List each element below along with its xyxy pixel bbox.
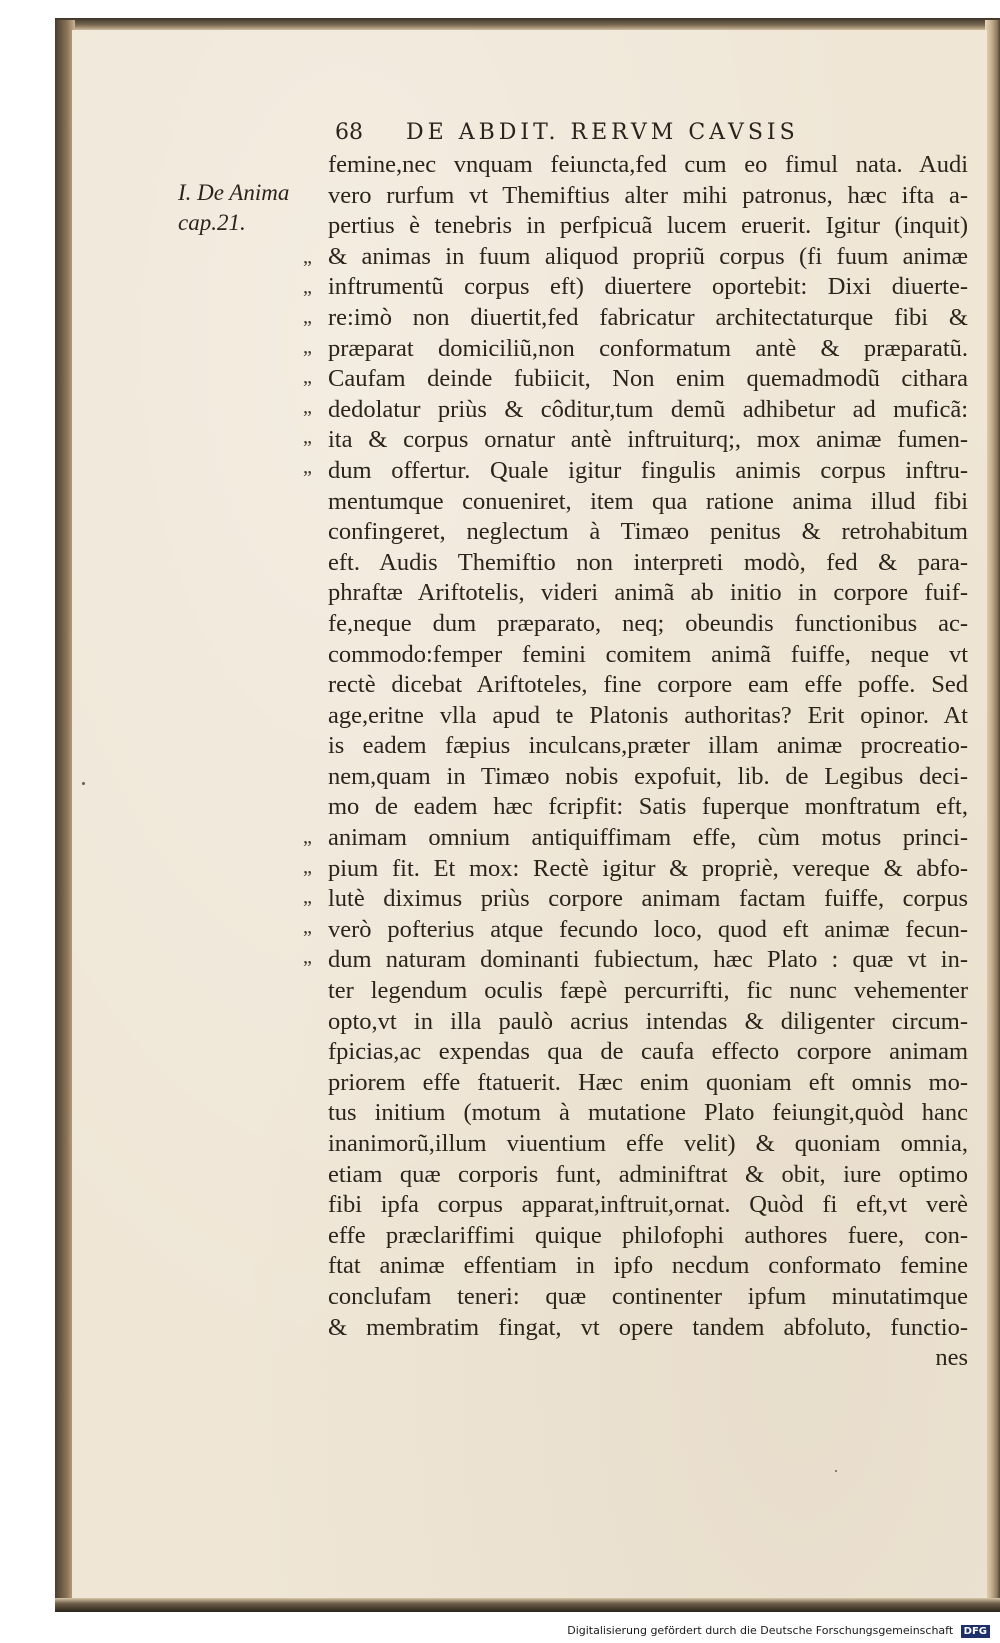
text-line: lutè diximus priùs corpore animam factam fuiffe, corpus	[328, 885, 968, 913]
text-line: eft. Audis Themiftio non interpreti modò, fed & para-	[328, 548, 968, 576]
text-line: mo de eadem hæc fcripfit: Satis fuperque monftratum eft,	[328, 793, 968, 821]
quote-mark: ”	[303, 377, 312, 399]
text-line: Caufam deinde fubiicit, Non enim quemadmodũ cithara	[328, 365, 968, 393]
quote-mark: ”	[303, 957, 312, 979]
text-line: fe,neque dum præparato, neq; obeundis functionibus ac-	[328, 609, 968, 637]
quote-mark: ”	[303, 287, 312, 309]
text-line: commodo:femper femini comitem animã fuiffe, neque vt	[328, 640, 968, 668]
text-line: ita & corpus ornatur antè inftruiturq;, mox animæ fumen-	[328, 426, 968, 454]
text-line: opto,vt in illa paulò acrius intendas & diligenter circum-	[328, 1007, 968, 1035]
funding-credit-text: Digitalisierung gefördert durch die Deutsche Forschungsgemeinschaft	[567, 1624, 954, 1637]
text-line: phraftæ Ariftotelis, videri animã ab initio in corpore fuif-	[328, 579, 968, 607]
quote-mark: ”	[303, 257, 312, 279]
page-number: 68	[335, 120, 363, 145]
text-line: confingeret, neglectum à Timæo penitus & retrohabitum	[328, 518, 968, 546]
text-line: fibi ipfa corpus apparat,inftruit,ornat. Quòd fi eft,vt verè	[328, 1191, 968, 1219]
text-line: præparat domiciliũ,non conformatum antè & præparatũ.	[328, 334, 968, 362]
text-line: inanimorũ,illum viuentium effe velit) & quoniam omnia,	[328, 1130, 968, 1157]
text-line: pium fit. Et mox: Rectè igitur & propriè, vereque & abfo-	[328, 854, 968, 882]
quote-mark: ”	[303, 467, 312, 489]
paper-speck	[82, 782, 85, 785]
text-line: age,eritne vlla apud te Platonis authoritas? Erit opinor. At	[328, 701, 968, 729]
text-line: vero rurfum vt Themiftius alter mihi patronus, hæc ifta a-	[328, 181, 968, 209]
quote-mark: ”	[303, 317, 312, 339]
dfg-logo-icon: DFG	[961, 1625, 990, 1638]
catchword: nes	[935, 1344, 968, 1372]
text-line: dum naturam dominanti fubiectum, hæc Plato : quæ vt in-	[328, 946, 968, 974]
text-line: effe præclariffimi quique philofophi authores fuere, con-	[328, 1221, 968, 1249]
text-line: pertius è tenebris in perfpicuã lucem eruerit. Igitur (inquit)	[328, 212, 968, 240]
paper-speck	[835, 1470, 837, 1472]
quote-mark: ”	[303, 897, 312, 919]
text-line: rectè dicebat Ariftoteles, fine corpore eam effe poffe. Sed	[328, 671, 968, 699]
margin-note-reference: I. De Anima	[178, 180, 290, 205]
page-top-edge	[55, 18, 1000, 30]
text-line: etiam quæ corporis funt, adminiftrat & obit, iure optimo	[328, 1160, 968, 1188]
text-line: priorem effe ftatuerit. Hæc enim quoniam eft omnis mo-	[328, 1068, 968, 1096]
text-line: nem,quam in Timæo nobis expofuit, lib. de Legibus deci-	[328, 762, 968, 790]
text-line: fpicias,ac expendas qua de caufa effecto corpore animam	[328, 1038, 968, 1066]
text-line: dum offertur. Quale igitur fingulis animis corpus inftru-	[328, 456, 968, 484]
quote-mark: ”	[303, 837, 312, 859]
page-right-edge	[985, 20, 1000, 1610]
quote-mark: ”	[303, 927, 312, 949]
text-line: is eadem fæpius inculcans,præter illam animæ procreatio-	[328, 732, 968, 760]
running-title: DE ABDIT. RERVM CAVSIS	[406, 120, 799, 145]
text-line: mentumque conueniret, item qua ratione anima illud fibi	[328, 487, 968, 515]
page-bottom-edge	[55, 1598, 1000, 1612]
body-text	[328, 150, 968, 1374]
running-head	[335, 120, 895, 145]
text-line: tus initium (motum à mutatione Plato feiungit,quòd hanc	[328, 1099, 968, 1127]
text-line: dedolatur priùs & côditur,tum demũ adhibetur ad muficã:	[328, 395, 968, 423]
text-line: conclufam teneri: quæ continenter ipfum minutatimque	[328, 1282, 968, 1310]
text-line: ter legendum oculis fæpè percurrifti, fic nunc vehementer	[328, 977, 968, 1005]
text-line: femine,nec vnquam feiuncta,fed cum eo fimul nata. Audi	[328, 151, 968, 178]
text-line: inftrumentũ corpus eft) diuertere oportebit: Dixi diuerte-	[328, 273, 968, 301]
text-line: verò pofterius atque fecundo loco, quod eft animæ fecun-	[328, 915, 968, 943]
text-line: re:imò non diuertit,fed fabricatur architectaturque fibi &	[328, 303, 968, 331]
text-line: ftat animæ effentiam in ipfo necdum conformato femine	[328, 1252, 968, 1280]
text-line: & membratim fingat, vt opere tandem abfoluto, functio-	[328, 1313, 968, 1341]
text-line: & animas in fuum aliquod propriũ corpus (fi fuum animæ	[328, 242, 968, 270]
quote-mark: ”	[303, 407, 312, 429]
funding-credit	[567, 1624, 990, 1638]
quote-mark: ”	[303, 347, 312, 369]
margin-note-chapter: cap.21.	[178, 210, 246, 235]
text-line: animam omnium antiquiffimam effe, cùm motus princi-	[328, 824, 968, 852]
quote-mark: ”	[303, 437, 312, 459]
quote-mark: ”	[303, 867, 312, 889]
